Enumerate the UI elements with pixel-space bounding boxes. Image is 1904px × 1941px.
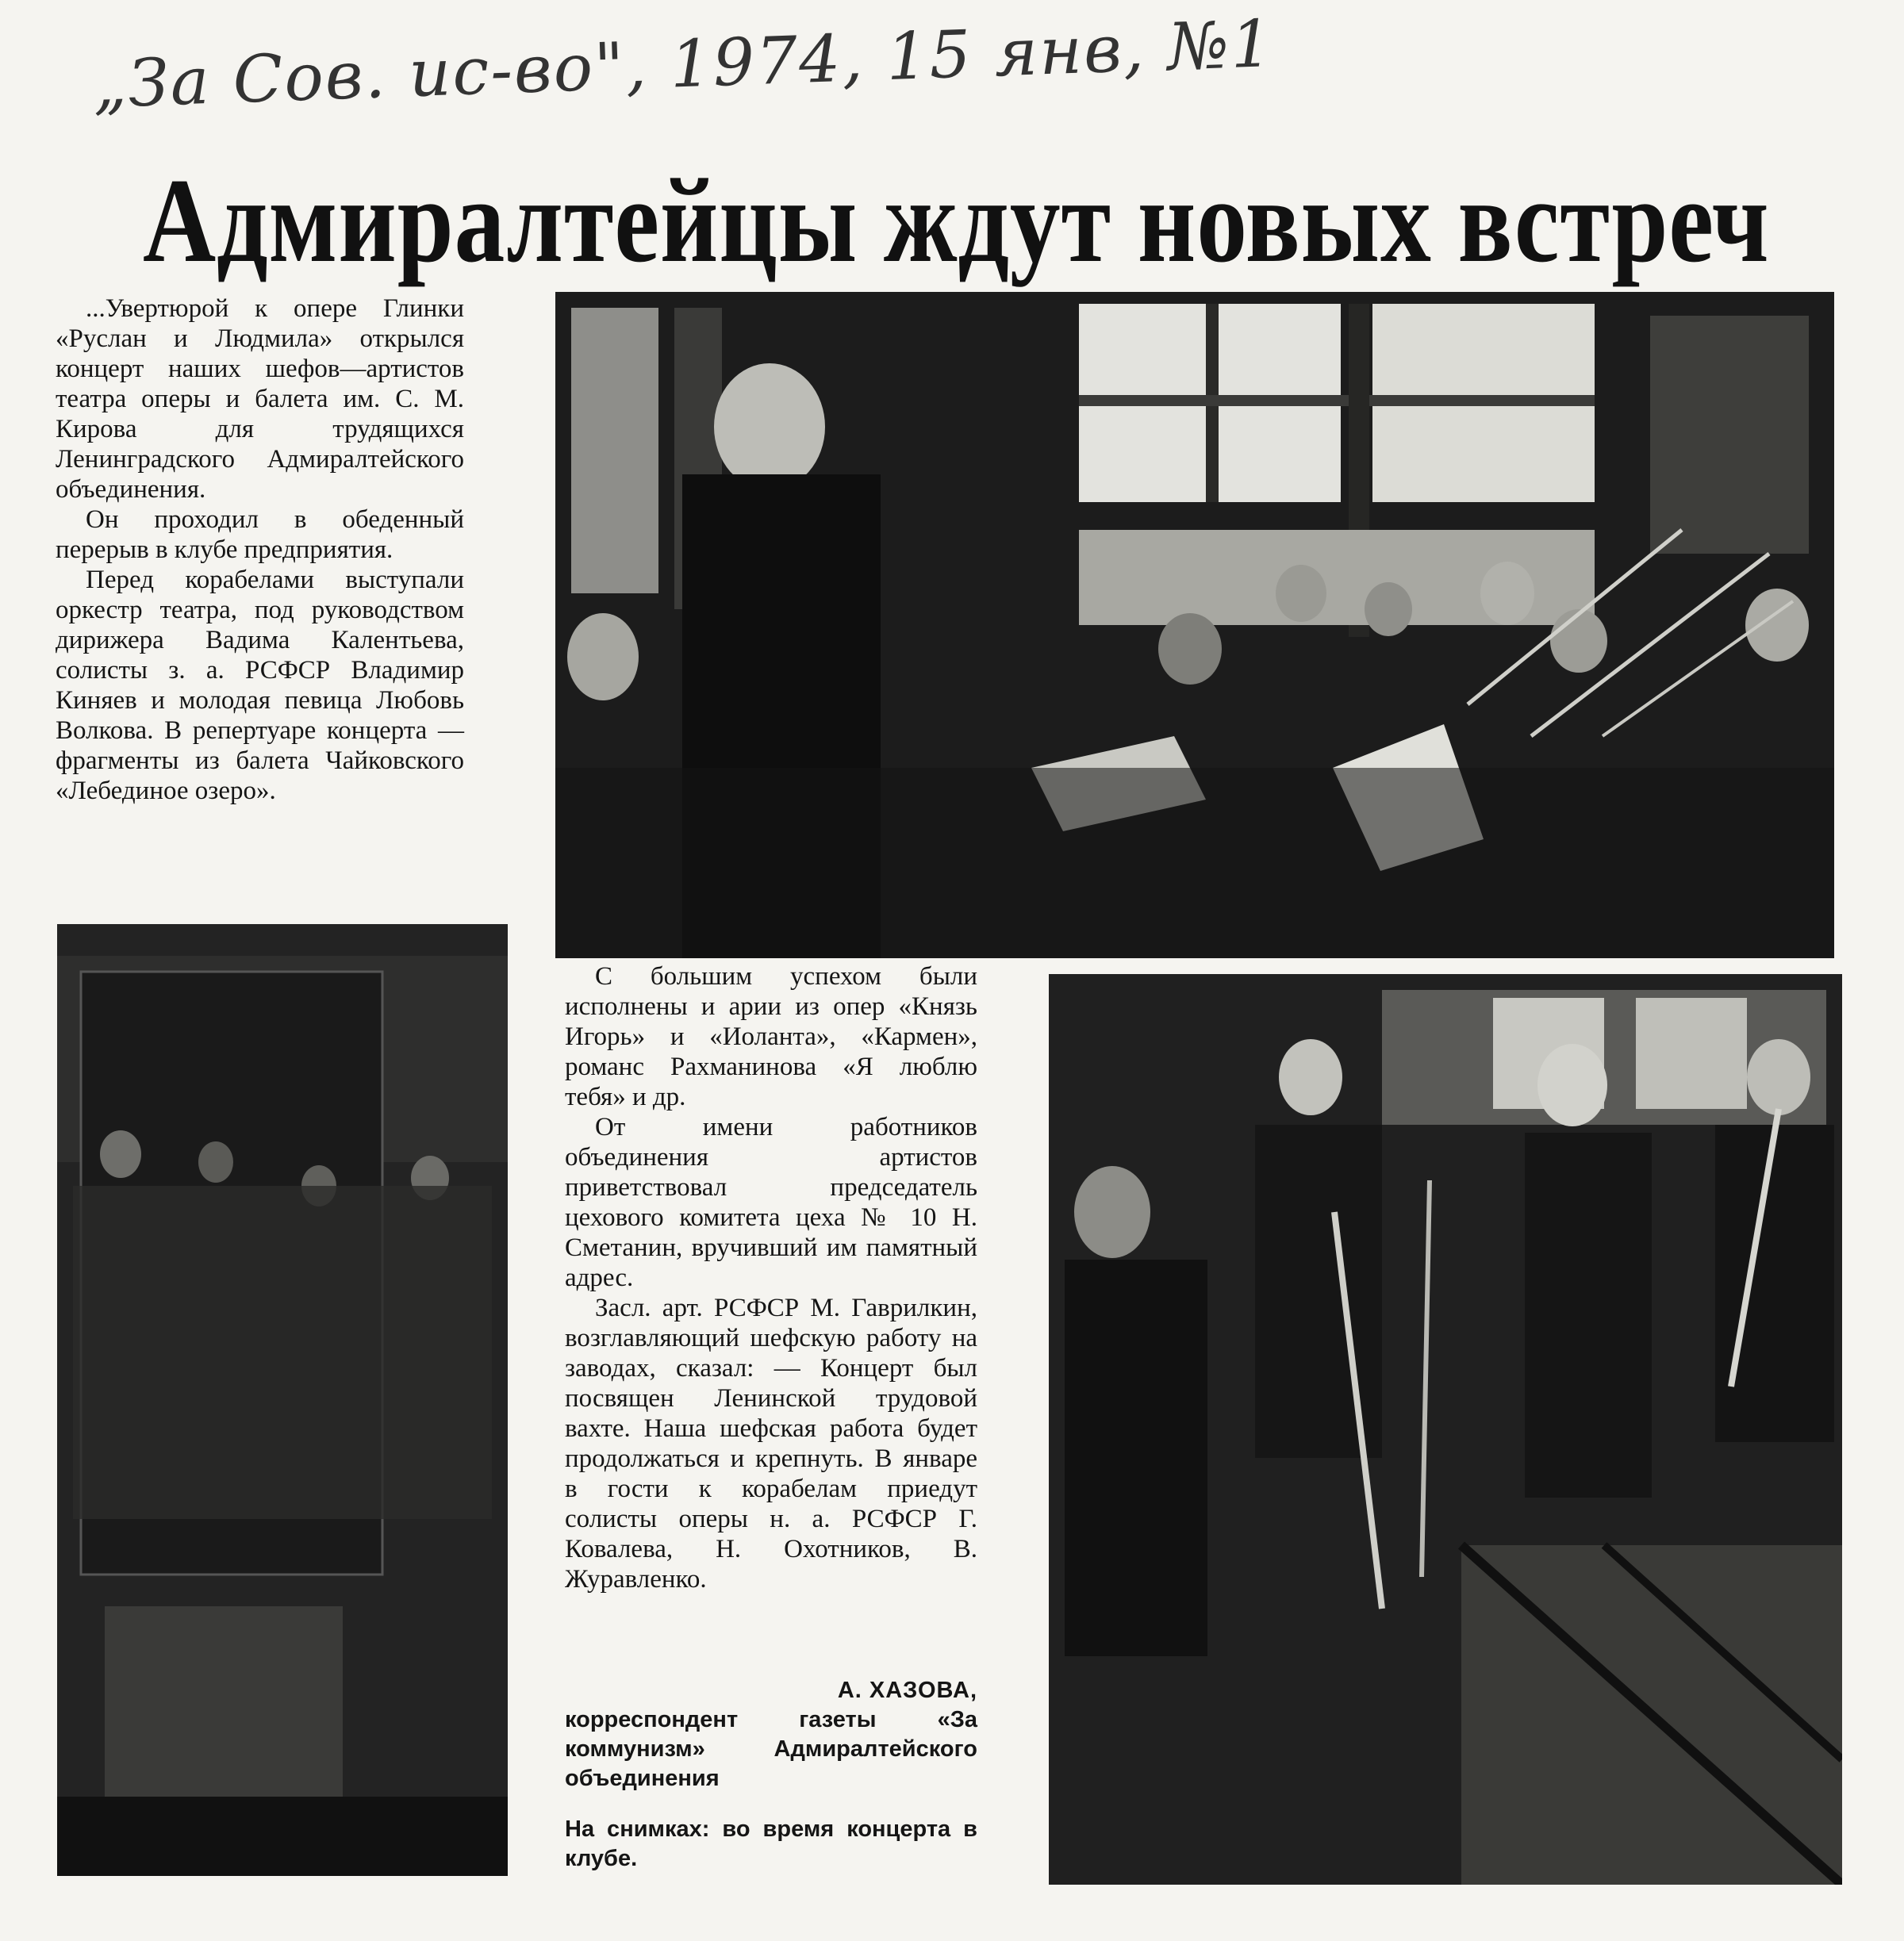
paragraph: Он проходил в обеденный перерыв в клубе предприятия.: [56, 505, 464, 564]
author-role: корреспондент газеты «За коммунизм» Адмиралтейского объединения: [565, 1707, 977, 1791]
paragraph: От имени работников объединения артистов приветствовал председатель цехового комитета цеха № 10 Н. Сметанин, вручивший им памятный адрес.: [565, 1113, 977, 1292]
author-signature: [565, 1676, 977, 1793]
article-headline: Адмиралтейцы ждут новых встреч: [143, 154, 1770, 287]
photo-caption: На снимках: во время концерта в клубе.: [565, 1816, 977, 1871]
photo-musicians-standing: [1049, 974, 1842, 1885]
photo-musicians-standing-image: [1049, 974, 1842, 1885]
paragraph: С большим успехом были исполнены и арии из опер «Князь Игорь» и «Иоланта», «Кармен», романс Рахманинова «Я люблю тебя» и др.: [565, 962, 977, 1111]
paragraph: Засл. арт. РСФСР М. Гаврилкин, возглавляющий шефскую работу на заводах, сказал: — Концерт был посвящен Ленинской трудовой вахте. Наша шефская работа будет продолжаться и крепнуть. В январе в гости к корабелам приедут солисты оперы н. а. РСФСР Г. Ковалева, Н. Охотников, В. Журавленко.: [565, 1294, 977, 1594]
paragraph: Перед корабелами выступали оркестр театра, под руководством дирижера Вадима Калентьева, солисты з. а. РСФСР Владимир Киняев и молодая певица Любовь Волкова. В репертуаре концерта — фрагменты из балета Чайковского «Лебединое озеро».: [56, 566, 464, 805]
handwritten-source-note: „За Сов. ис-во", 1974, 15 янв, №1: [91, 6, 1275, 123]
photo-concert-hall-image: [57, 924, 508, 1876]
author-name: А. ХАЗОВА,: [837, 1678, 977, 1703]
photo-orchestra-conductor: [555, 292, 1834, 958]
photo-orchestra-conductor-image: [555, 292, 1834, 958]
paragraph: ...Увертюрой к опере Глинки «Руслан и Людмила» открылся концерт наших шефов—артистов театра оперы и балета им. С. М. Кирова для трудящихся Ленинградского Адмиралтейского объединения.: [56, 294, 464, 504]
article-column-left: [56, 293, 464, 806]
article-column-middle: [565, 961, 977, 1594]
photo-concert-hall: [57, 924, 508, 1876]
